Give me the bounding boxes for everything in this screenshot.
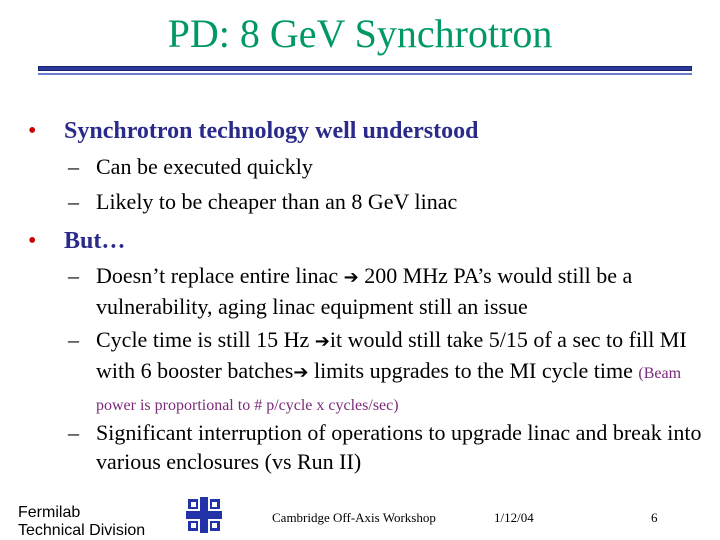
right-arrow-icon: ➔ <box>314 331 330 352</box>
sub-item-text: Significant interruption of operations to upgrade linac and break into various enclosures (vs Run II) <box>96 420 702 474</box>
dash-marker: – <box>68 189 79 214</box>
fermilab-logo-icon <box>186 497 222 533</box>
dash-marker: – <box>68 420 79 445</box>
footer-organization <box>18 504 145 540</box>
sub-item <box>68 325 708 420</box>
footer-date: 1/12/04 <box>494 510 534 525</box>
dash-marker: – <box>68 327 79 352</box>
org-line-1: Fermilab <box>18 504 81 521</box>
bullet-text: But… <box>64 228 126 254</box>
footer-workshop: Cambridge Off-Axis Workshop <box>272 510 436 525</box>
title-divider-shadow <box>38 73 692 75</box>
bullet-text: Synchrotron technology well understood <box>64 118 479 144</box>
sub-item-text: limits upgrades to the MI cycle time <box>313 358 633 383</box>
sub-item <box>68 152 708 181</box>
page-number: 6 <box>651 510 658 525</box>
title-divider <box>38 66 692 71</box>
bullet-item <box>28 116 478 146</box>
bullet-item <box>28 226 125 256</box>
slide-title: PD: 8 GeV Synchrotron <box>167 11 553 56</box>
right-arrow-icon: ➔ <box>343 267 359 288</box>
sub-item <box>68 418 708 476</box>
dash-marker: – <box>68 263 79 288</box>
sub-item <box>68 261 708 321</box>
bullet-dot: • <box>28 228 37 254</box>
sub-item-text: Doesn’t replace entire linac <box>96 263 339 288</box>
bullet-dot: • <box>28 118 37 144</box>
sub-item-text: Likely to be cheaper than an 8 GeV linac <box>96 189 458 214</box>
sub-item-text: Can be executed quickly <box>96 154 313 179</box>
sub-item-text: Cycle time is still 15 Hz <box>96 327 310 352</box>
dash-marker: – <box>68 154 79 179</box>
beam-power-note: (Beam power is proportional to # p/cycle x cycles/sec) <box>96 365 682 414</box>
org-line-2: Technical Division <box>18 522 146 539</box>
sub-item-text: 200 MHz PA’s would still be a vulnerability, aging linac equipment still an issue <box>96 263 633 319</box>
right-arrow-icon: ➔ <box>293 362 309 383</box>
sub-item-text: it would still take 5/15 of a sec to fill MI with 6 booster batches <box>96 327 687 383</box>
sub-item <box>68 187 708 216</box>
